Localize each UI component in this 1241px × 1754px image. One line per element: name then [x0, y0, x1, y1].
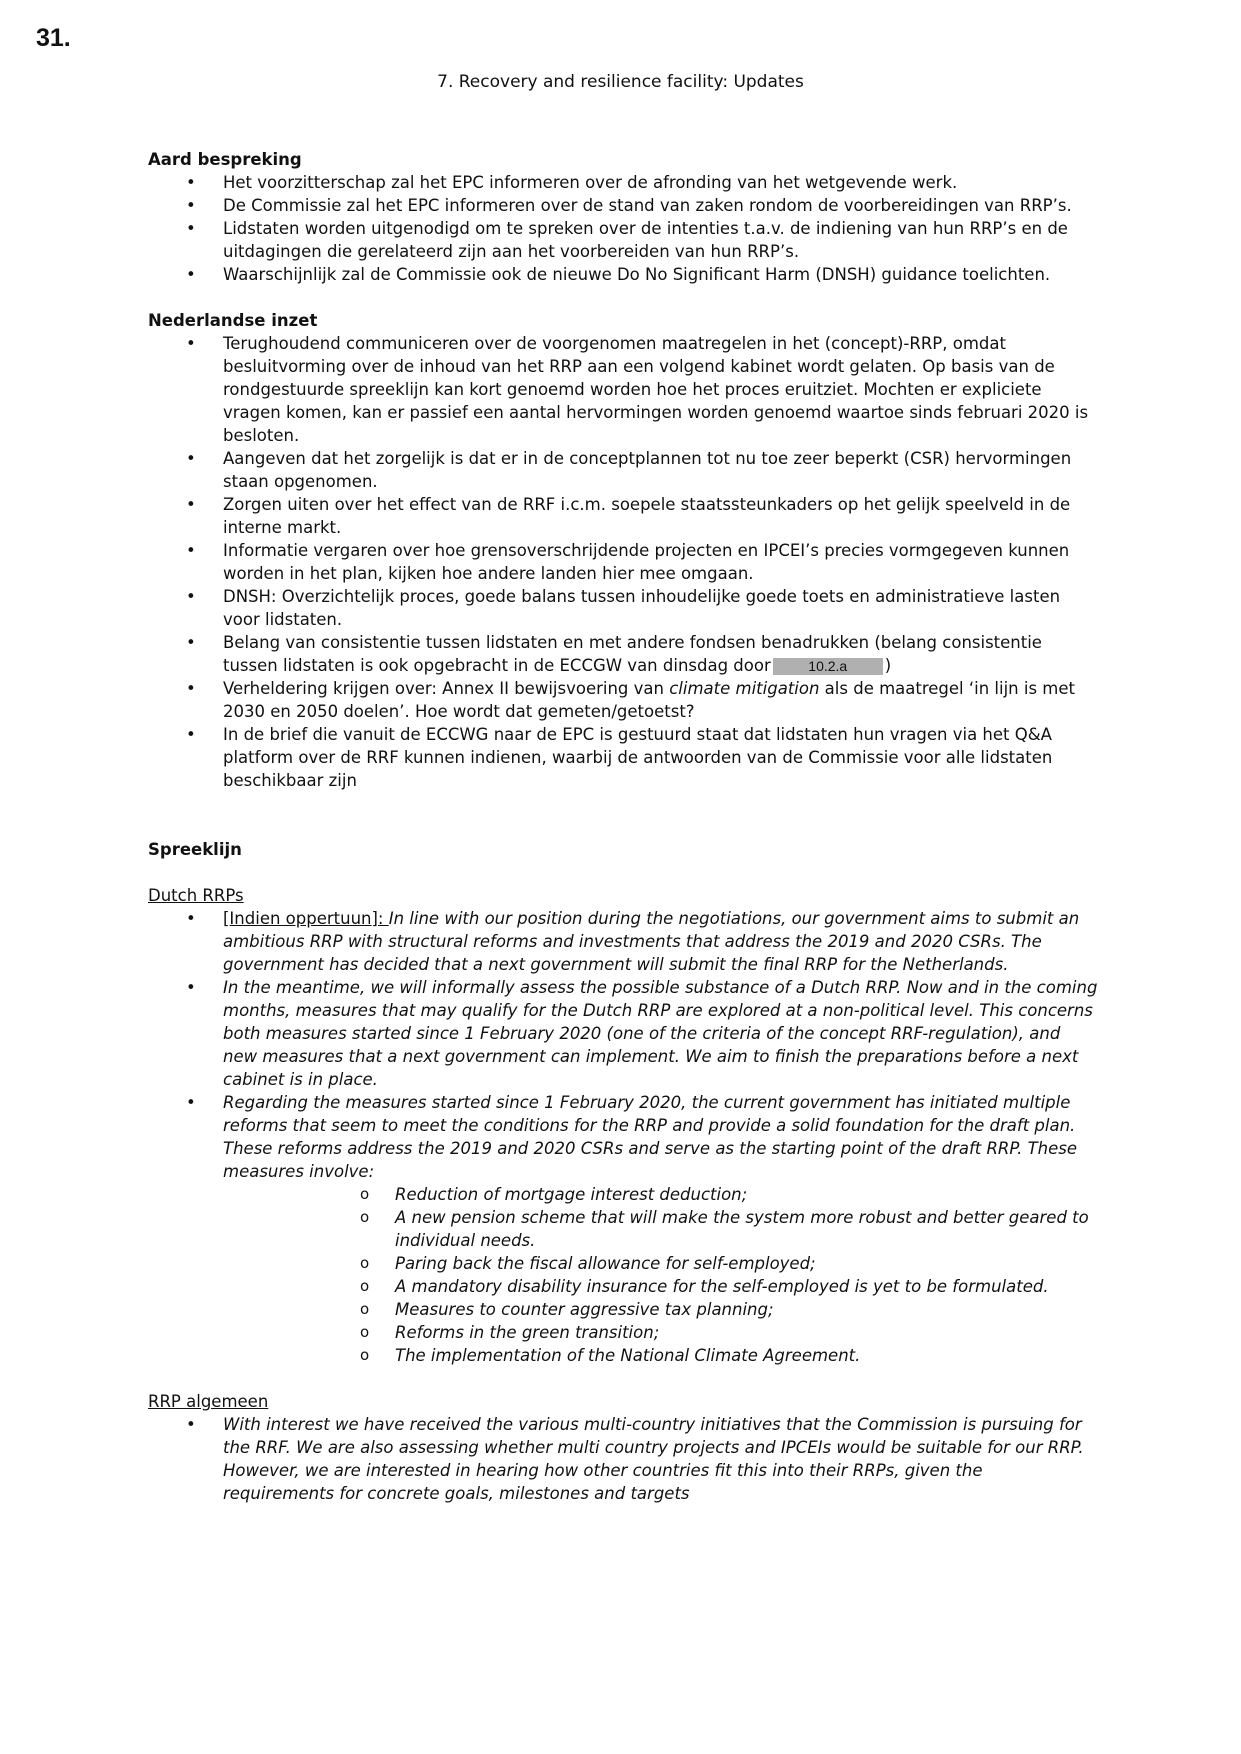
- list-item: • Waarschijnlijk zal de Commissie ook de nieuwe Do No Significant Harm (DNSH) guidance toelichten.: [148, 263, 1098, 286]
- list-item: [148, 677, 1098, 723]
- item-text: Verheldering krijgen over: Annex II bewijsvoering van: [223, 679, 670, 698]
- aard-list: [148, 171, 1098, 286]
- list-item: • Informatie vergaren over hoe grensoverschrijdende projecten en IPCEI’s precies vormgegeven kunnen worden in het plan, kijken hoe andere landen hier mee omgaan.: [148, 539, 1098, 585]
- measure-item: o The implementation of the National Climate Agreement.: [148, 1344, 1098, 1367]
- item-text: Belang van consistentie tussen lidstaten en met andere fondsen benadrukken (belang consistentie tussen lidstaten is ook opgebracht in de ECCGW van dinsdag door: [223, 633, 1042, 675]
- redaction-box: 10.2.a: [773, 658, 883, 675]
- list-item: [148, 631, 1098, 677]
- subheading-rrp-algemeen: RRP algemeen: [148, 1392, 269, 1411]
- dutch-rrps-list: [148, 907, 1098, 1183]
- inzet-list: [148, 332, 1098, 792]
- list-item: • De Commissie zal het EPC informeren over de stand van zaken rondom de voorbereidingen van RRP’s.: [148, 194, 1098, 217]
- list-item: • Terughoudend communiceren over de voorgenomen maatregelen in het (concept)-RRP, omdat besluitvorming over de inhoud van het RRP aan een volgend kabinet wordt gelaten. Op basis van de rondgestuurde spreeklijn kan kort genoemd worden hoe het proces eruitziet. Mochten er expliciete vragen komen, kan er passief een aantal hervormingen worden genoemd waartoe sinds februari 2020 is besloten.: [148, 332, 1098, 447]
- measure-item: o Reforms in the green transition;: [148, 1321, 1098, 1344]
- document-body: [148, 148, 1098, 1505]
- list-item: • Regarding the measures started since 1 February 2020, the current government has initiated multiple reforms that seem to meet the conditions for the RRP and provide a solid foundation for the draft plan. These reforms address the 2019 and 2020 CSRs and serve as the starting point of the draft RRP. These measures involve:: [148, 1091, 1098, 1183]
- item-emphasis: climate mitigation: [669, 679, 820, 698]
- subheading-dutch-rrps: Dutch RRPs: [148, 886, 244, 905]
- measure-item: o A mandatory disability insurance for the self-employed is yet to be formulated.: [148, 1275, 1098, 1298]
- list-item: • Lidstaten worden uitgenodigd om te spreken over de intenties t.a.v. de indiening van hun RRP’s en de uitdagingen die gerelateerd zijn aan het voorbereiden van hun RRP’s.: [148, 217, 1098, 263]
- list-item: • Zorgen uiten over het effect van de RRF i.c.m. soepele staatssteunkaders op het gelijk speelveld in de interne markt.: [148, 493, 1098, 539]
- measure-item: o Reduction of mortgage interest deduction;: [148, 1183, 1098, 1206]
- list-item: • In de brief die vanuit de ECCWG naar de EPC is gestuurd staat dat lidstaten hun vragen via het Q&A platform over de RRF kunnen indienen, waarbij de antwoorden van de Commissie voor alle lidstaten beschikbaar zijn: [148, 723, 1098, 792]
- document-title: 7. Recovery and resilience facility: Updates: [437, 72, 804, 92]
- item-text-end: ): [884, 656, 892, 675]
- section-heading-spreeklijn: Spreeklijn: [148, 840, 242, 859]
- section-heading-inzet: Nederlandse inzet: [148, 311, 318, 330]
- list-item: • DNSH: Overzichtelijk proces, goede balans tussen inhoudelijke goede toets en administratieve lasten voor lidstaten.: [148, 585, 1098, 631]
- measure-item: o A new pension scheme that will make the system more robust and better geared to individual needs.: [148, 1206, 1098, 1252]
- item-text: In line with our position during the negotiations, our government aims to submit an ambitious RRP with structural reforms and investments that address the 2019 and 2020 CSRs. The government has decided that a next government will submit the final RRP for the Netherlands.: [223, 909, 1080, 974]
- measure-item: o Measures to counter aggressive tax planning;: [148, 1298, 1098, 1321]
- item-prefix: [Indien oppertuun]:: [223, 909, 389, 928]
- page-number: 31.: [36, 24, 71, 52]
- item-text-post: als de maatregel ‘in lijn is met 2030 en 2050 doelen’. Hoe wordt dat gemeten/getoetst?: [223, 679, 1075, 721]
- list-item: • With interest we have received the various multi-country initiatives that the Commission is pursuing for the RRF. We are also assessing whether multi country projects and IPCEIs would be suitable for our RRP. However, we are interested in hearing how other countries fit this into their RRPs, given the requirements for concrete goals, milestones and targets: [148, 1413, 1098, 1505]
- list-item: [148, 907, 1098, 976]
- rrp-algemeen-list: [148, 1413, 1098, 1505]
- list-item: • Aangeven dat het zorgelijk is dat er in de conceptplannen tot nu toe zeer beperkt (CSR) hervormingen staan opgenomen.: [148, 447, 1098, 493]
- measure-item: o Paring back the fiscal allowance for self-employed;: [148, 1252, 1098, 1275]
- list-item: • Het voorzitterschap zal het EPC informeren over de afronding van het wetgevende werk.: [148, 171, 1098, 194]
- section-heading-aard: Aard bespreking: [148, 150, 302, 169]
- measures-list: [148, 1183, 1098, 1367]
- list-item: • In the meantime, we will informally assess the possible substance of a Dutch RRP. Now and in the coming months, measures that may qualify for the Dutch RRP are explored at a non-political level. This concerns both measures started since 1 February 2020 (one of the criteria of the concept RRF-regulation), and new measures that a next government can implement. We aim to finish the preparations before a next cabinet is in place.: [148, 976, 1098, 1091]
